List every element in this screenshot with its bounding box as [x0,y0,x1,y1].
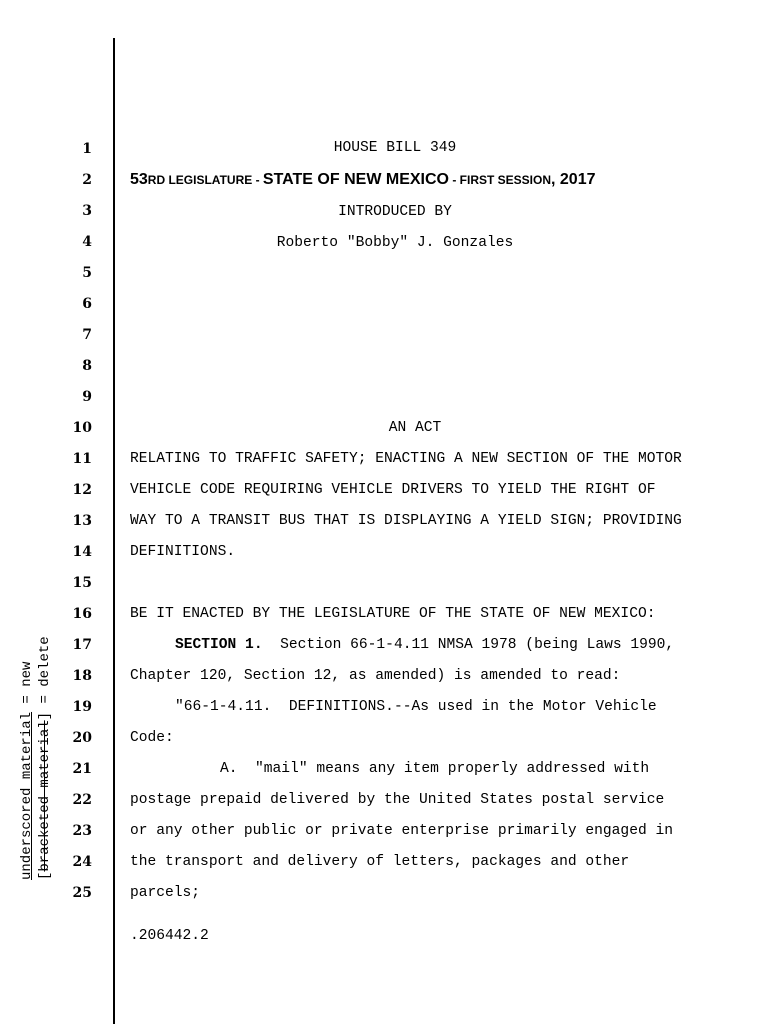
line-number: 24 [72,854,92,870]
line-number: 11 [72,451,92,467]
an-act-heading: AN ACT [388,420,442,436]
line-number: 9 [82,389,92,405]
line-number: 17 [72,637,92,653]
legend-eq-delete: ] = delete [37,636,53,721]
bill-line-13: WAY TO A TRANSIT BUS THAT IS DISPLAYING A YIELD SIGN; PROVIDING [130,513,682,529]
legislature-rd: RD LEGISLATURE - [147,173,263,187]
bill-line-12: VEHICLE CODE REQUIRING VEHICLE DRIVERS TO YIELD THE RIGHT OF [130,482,656,498]
line-number: 1 [82,141,92,157]
line-number: 12 [72,482,92,498]
edit-legend [18,636,54,880]
line-number: 18 [72,668,92,684]
legend-eq-new: = new [19,661,35,712]
legend-delete-row [36,636,54,880]
bill-line-20: Code: [130,730,174,746]
legend-bracket-open: [ [37,871,53,880]
line-number: 3 [82,203,92,219]
line-number: 4 [82,234,92,250]
bill-line-25: parcels; [130,885,201,901]
line-number: 20 [72,730,92,746]
margin-rule [113,38,115,1024]
line-number: 5 [82,265,92,281]
legislature-heading [130,171,595,189]
legend-underscored-text: underscored material [19,711,35,880]
legislature-num: 53 [130,171,148,188]
bill-line-24: the transport and delivery of letters, packages and other [130,854,630,870]
bill-line-23: or any other public or private enterprise primarily engaged in [130,823,673,839]
line-number: 21 [72,761,92,777]
line-number: 7 [82,327,92,343]
line-number: 23 [72,823,92,839]
bill-line-18: Chapter 120, Section 12, as amended) is amended to read: [130,668,621,684]
bill-code: .206442.2 [130,928,209,944]
line-number: 25 [72,885,92,901]
legislature-state: STATE OF NEW MEXICO [262,171,449,188]
line-number: 14 [72,544,92,560]
bill-line-21: A. "mail" means any item properly addressed with [220,761,650,777]
legislature-year: , 2017 [551,171,596,188]
bill-line-17 [175,637,674,653]
line-number: 19 [72,699,92,715]
legend-new-row [18,636,36,880]
bill-line-11: RELATING TO TRAFFIC SAFETY; ENACTING A NEW SECTION OF THE MOTOR [130,451,682,467]
line-number: 6 [82,296,92,312]
line-number: 10 [72,420,92,436]
section-1-text: Section 66-1-4.11 NMSA 1978 (being Laws 1990, [262,637,675,653]
line-number: 15 [72,575,92,591]
bill-title: HOUSE BILL 349 [333,140,457,156]
introduced-by: INTRODUCED BY [338,204,452,220]
bill-line-19: "66-1-4.11. DEFINITIONS.--As used in the Motor Vehicle [175,699,657,715]
bill-line-22: postage prepaid delivered by the United States postal service [130,792,665,808]
line-number: 2 [82,172,92,188]
section-1-label: SECTION 1. [175,637,263,653]
sponsor-name: Roberto "Bobby" J. Gonzales [276,235,514,251]
line-number: 13 [72,513,92,529]
line-number: 8 [82,358,92,374]
bill-line-14: DEFINITIONS. [130,544,236,560]
line-number: 22 [72,792,92,808]
bill-line-16: BE IT ENACTED BY THE LEGISLATURE OF THE STATE OF NEW MEXICO: [130,606,656,622]
legislature-session: - FIRST SESSION [448,173,551,187]
line-number: 16 [72,606,92,622]
legend-bracketed-text: bracketed material [37,720,53,872]
